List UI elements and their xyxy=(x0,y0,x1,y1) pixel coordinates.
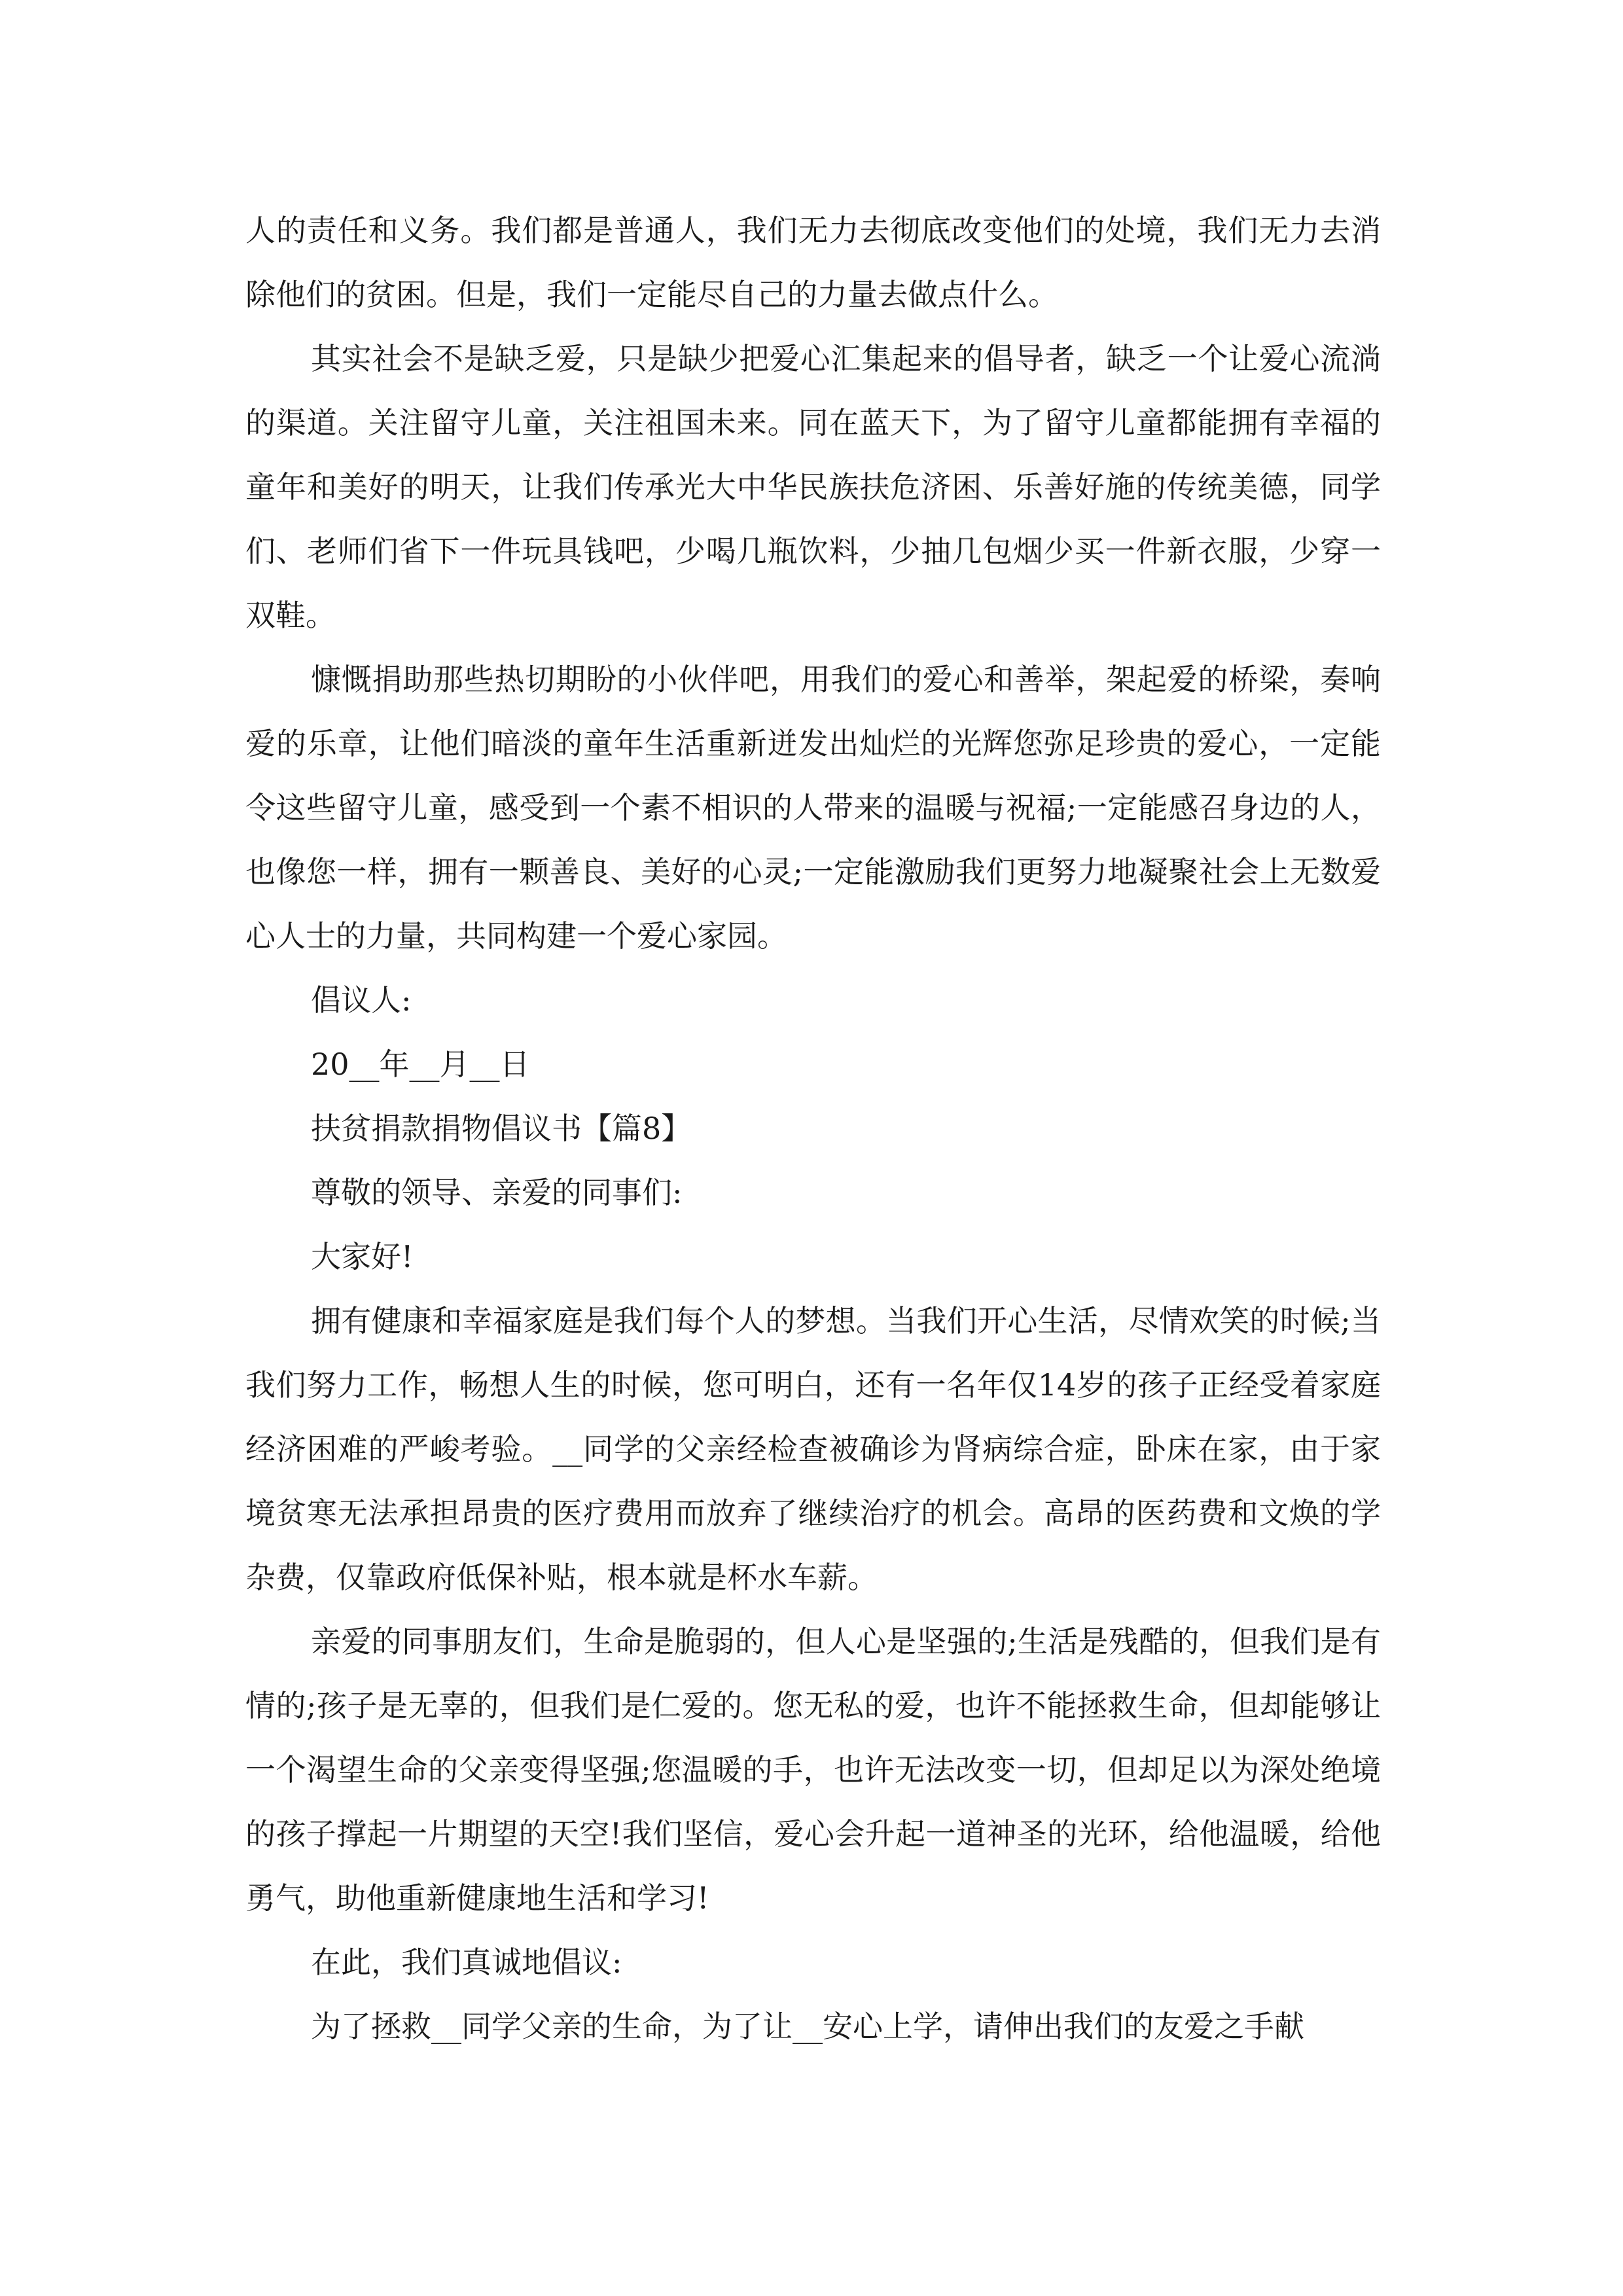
paragraph-proposal-start: 为了拯救__同学父亲的生命，为了让__安心上学，请伸出我们的友爱之手献 xyxy=(311,2009,1304,2044)
date-line: 20__年__月__日 xyxy=(311,1047,530,1082)
paragraph-love-channel: 其实社会不是缺乏爱，只是缺少把爱心汇集起来的倡导者，缺乏一个让爱心流淌的渠道。关注留守儿童，关注祖国未来。同在蓝天下，为了留守儿童都能拥有幸福的童年和美好的明天，让我们传承光大中华民族扶危济困、乐善好施的传统美德，同学们、老师们省下一件玩具钱吧，少喝几瓶饮料，少抽几包烟少买一件新衣服，少穿一双鞋。 xyxy=(245,341,1381,633)
greeting: 大家好! xyxy=(311,1239,414,1274)
paragraph-colleagues-appeal: 亲爱的同事朋友们，生命是脆弱的，但人心是坚强的;生活是残酷的，但我们是有情的;孩子是无辜的，但我们是仁爱的。您无私的爱，也许不能拯救生命，但却能够让一个渴望生命的父亲变得坚强;您温暖的手，也许无法改变一切，但却足以为深处绝境的孩子撑起一片期望的天空!我们坚信，爱心会升起一道神圣的光环，给他温暖，给他勇气，助他重新健康地生活和学习! xyxy=(245,1624,1381,1916)
section-title: 扶贫捐款捐物倡议书【篇8】 xyxy=(311,1111,692,1146)
initiator-line: 倡议人: xyxy=(311,982,412,1018)
document-body xyxy=(245,198,1381,2058)
proposal-intro: 在此，我们真诚地倡议: xyxy=(311,1945,622,1980)
paragraph-family-story: 拥有健康和幸福家庭是我们每个人的梦想。当我们开心生活，尽情欢笑的时候;当我们努力工作，畅想人生的时候，您可明白，还有一名年仅14岁的孩子正经受着家庭经济困难的严峻考验。__同学的父亲经检查被确诊为肾病综合症，卧床在家，由于家境贫寒无法承担昂贵的医疗费用而放弃了继续治疗的机会。高昂的医药费和文焕的学杂费，仅靠政府低保补贴，根本就是杯水车薪。 xyxy=(245,1303,1381,1595)
paragraph-continuation: 人的责任和义务。我们都是普通人，我们无力去彻底改变他们的处境，我们无力去消除他们的贫困。但是，我们一定能尽自己的力量去做点什么。 xyxy=(245,213,1381,312)
paragraph-donation-appeal: 慷慨捐助那些热切期盼的小伙伴吧，用我们的爱心和善举，架起爱的桥梁，奏响爱的乐章，让他们暗淡的童年生活重新迸发出灿烂的光辉您弥足珍贵的爱心，一定能令这些留守儿童，感受到一个素不相识的人带来的温暖与祝福;一定能感召身边的人，也像您一样，拥有一颗善良、美好的心灵;一定能激励我们更努力地凝聚社会上无数爱心人士的力量，共同构建一个爱心家园。 xyxy=(245,662,1381,954)
salutation: 尊敬的领导、亲爱的同事们: xyxy=(311,1175,683,1210)
